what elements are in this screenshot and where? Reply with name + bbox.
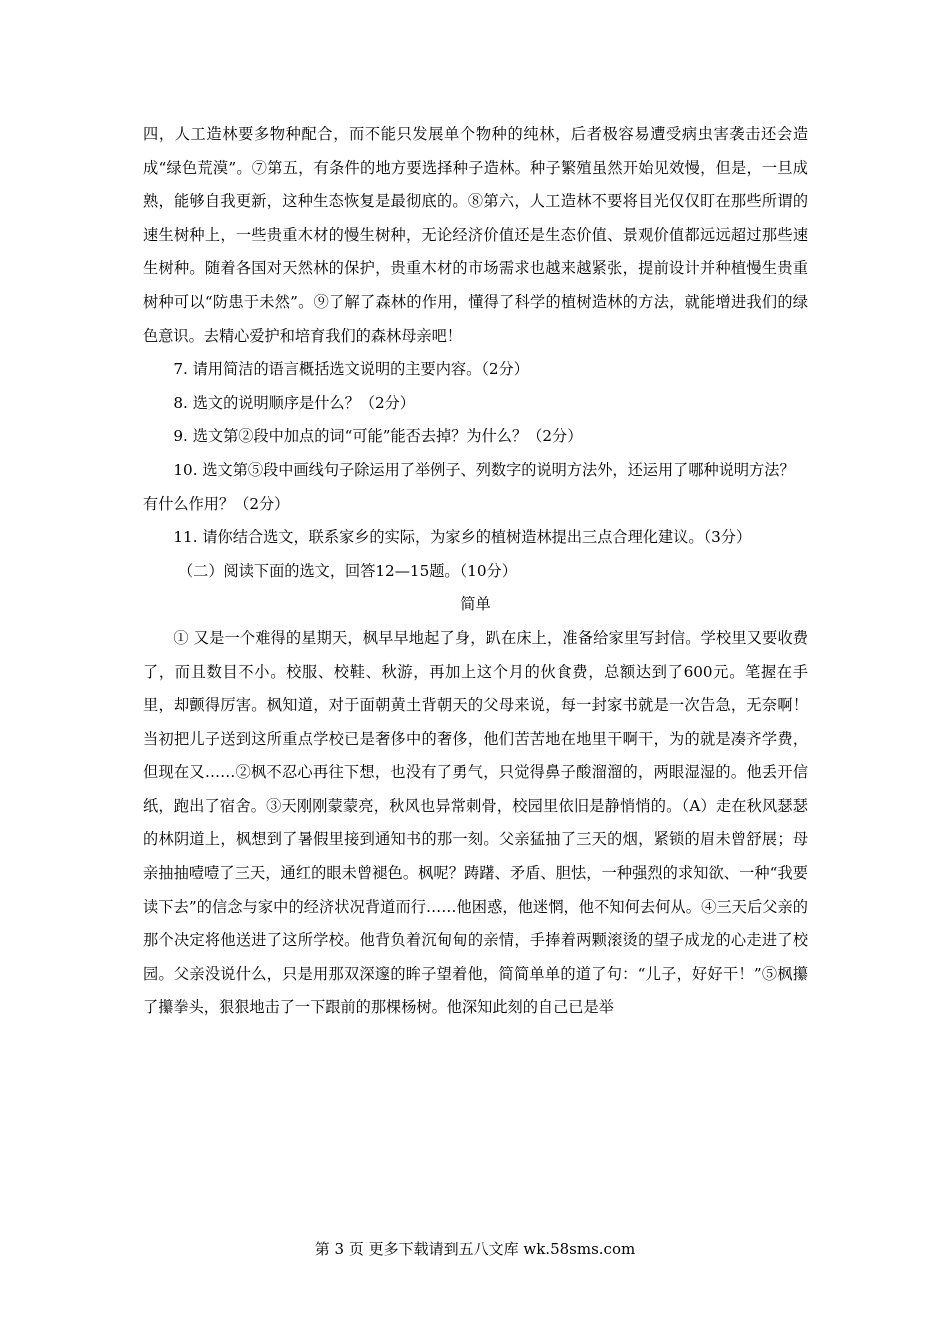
passage-continuation: 四，人工造林要多物种配合，而不能只发展单个物种的纯林，后者极容易遭受病虫害袭击还会造成“绿色荒漠”。⑦第五，有条件的地方要选择种子造林。种子繁殖虽然开始见效慢，但是，一旦成熟，能够自我更新，这种生态恢复是最彻底的。⑧第六，人工造林不要将目光仅仅盯在那些所谓的速生树种上，一些贵重木材的慢生树种，无论经济价值还是生态价值、景观价值都远远超过那些速生树种。随着各国对天然林的保护，贵重木材的市场需求也越来越紧张，提前设计并种植慢生贵重树种可以“防患于未然”。⑨了解了森林的作用，懂得了科学的植树造林的方法，就能增进我们的绿色意识。去精心爱护和培育我们的森林母亲吧！ — [143, 125, 808, 345]
question-11: 11. 请你结合选文，联系家乡的实际，为家乡的植树造林提出三点合理化建议。（3分） — [173, 528, 752, 547]
question-8: 8. 选文的说明顺序是什么？（2分） — [173, 393, 415, 412]
story-title: 简单 — [460, 595, 491, 614]
story-text: ① 又是一个难得的星期天，枫早早地起了身，趴在床上，准备给家里写封信。学校里又要收费了，而且数目不小。校服、校鞋、秋游，再加上这个月的伙食费，总额达到了600元。笔握在手里，却颤得厉害。枫知道，对于面朝黄土背朝天的父母来说，每一封家书就是一次告急，无奈啊！当初把儿子送到这所重点学校已是奢侈中的奢侈，他们苦苦地在地里干啊干，为的就是凑齐学费，但现在又……②枫不忍心再往下想，也没有了勇气，只觉得鼻子酸溜溜的，两眼湿湿的。他丢开信纸，跑出了宿舍。③天刚刚蒙蒙亮，秋风也异常刺骨，校园里依旧是静悄悄的。（A）走在秋风瑟瑟的林阴道上，枫想到了暑假里接到通知书的那一刻。父亲猛抽了三天的烟，紧锁的眉未曾舒展；母亲抽抽噎噎了三天，通红的眼未曾褪色。枫呢？踌躇、矛盾、胆怯，一种强烈的求知欲、一种“我要读下去”的信念与家中的经济状况背道而行……他困惑，他迷惘，他不知何去何从。④三天后父亲的那个决定将他送进了这所学校。他背负着沉甸甸的亲情，手捧着两颗滚烫的望子成龙的心走进了校园。父亲没说什么，只是用那双深邃的眸子望着他，简简单单的道了句：“儿子，好好干！”⑤枫攥了攥拳头，狠狠地击了一下跟前的那棵杨树。他深知此刻的自己已是举 — [143, 628, 808, 1017]
question-9: 9. 选文第②段中加点的词“可能”能否去掉？为什么？（2分） — [173, 427, 583, 446]
question-7: 7. 请用简洁的语言概括选文说明的主要内容。（2分） — [173, 360, 529, 379]
page-footer: 第 3 页 更多下载请到五八文库 wk.58sms.com — [314, 1240, 636, 1258]
question-10: 10. 选文第⑤段中画线句子除运用了举例子、列数字的说明方法外，还运用了哪种说明方法？有什么作用？（2分） — [143, 460, 795, 513]
section-two-heading: （二）阅读下面的选文，回答12—15题。（10分） — [177, 561, 517, 580]
page-content — [143, 118, 808, 1025]
